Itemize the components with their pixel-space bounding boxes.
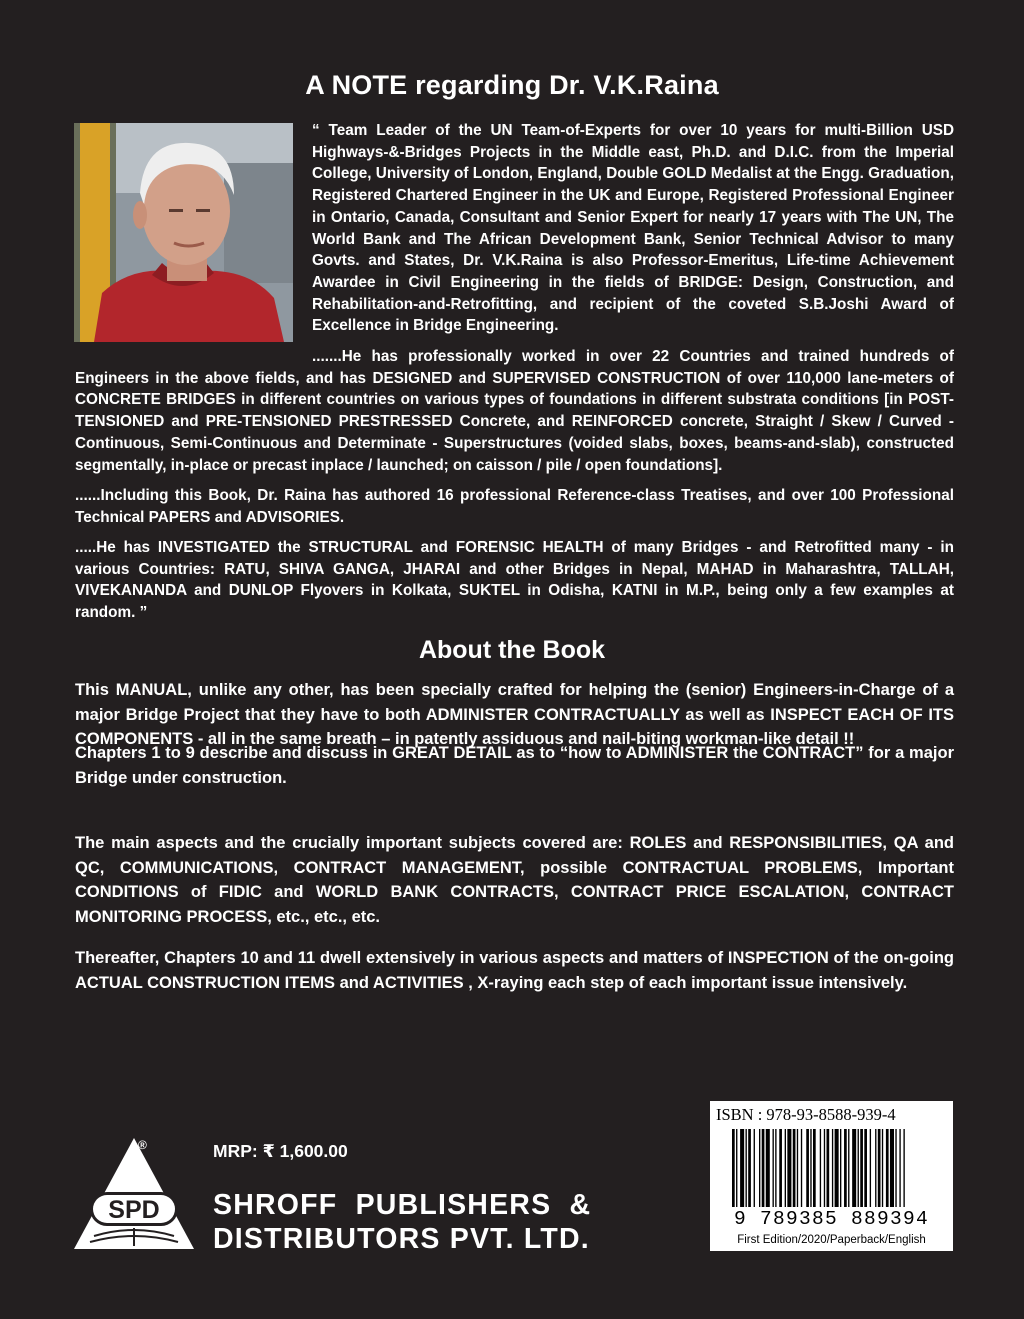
note-paragraph-investigations: .....He has INVESTIGATED the STRUCTURAL and FORENSIC HEALTH of many Bridges - and Retrofitted many - in various Countries: RATU, SHIVA GANGA, JHARAI and other Bridges in Nepal, MAHAD in Maharashtra, TALLAH, VIVEKANANDA and DUNLOP Flyovers in Kolkata, SUKTEL in Odisha, KATNI in M.P., being only a few examples at random. ” [75,539,954,622]
barcode-icon [710,1101,953,1211]
spd-logo [72,1136,196,1252]
isbn-barcode-block [710,1101,953,1251]
spd-logo-text: SPD [108,1196,160,1224]
author-photo [74,123,293,342]
spd-triangle-icon [72,1136,196,1252]
note-paragraph-experience: .......He has professionally worked in over 22 Countries and trained hundreds of Engineers in the above fields, and has DESIGNED and SUPERVISED CONSTRUCTION of over 110,000 lane-meters of CONCRETE BRIDGES in different countries on various types of foundations in different substrata conditions [in POST-TENSIONED and PRE-TENSIONED PRESTRESSED Concrete, and REINFORCED concrete, Straight / Skew / Curved - Continuous, Semi-Continuous and Determinate - Superstructures (voided slabs, boxes, beams-and-slab), constructed segmentally, in-place or precast inplace / launched; on caisson / pile / open foundations]. [75,348,954,474]
registered-mark: ® [138,1138,147,1152]
note-paragraph-publications: ......Including this Book, Dr. Raina has authored 16 professional Reference-class Treatises, and over 100 Professional Technical PAPERS and ADVISORIES. [75,487,954,526]
barcode-digits: 9 789385 889394 [733,1208,930,1230]
mrp-price: MRP: ₹ 1,600.00 [213,1141,348,1161]
about-title: About the Book [418,636,606,664]
note-title: A NOTE regarding Dr. V.K.Raina [305,70,719,100]
about-paragraph-chapters-1-9: Chapters 1 to 9 describe and discuss in GREAT DETAIL as to “how to ADMINISTER the CONTRACT” for a major Bridge under construction. [75,744,954,787]
edition-info: First Edition/2020/Paperback/English [737,1234,926,1246]
isbn-label: ISBN : 978-93-8588-939-4 [716,1105,896,1124]
author-portrait-image [74,123,293,342]
about-paragraph-subjects: The main aspects and the crucially important subjects covered are: ROLES and RESPONSIBILITIES, QA and QC, COMMUNICATIONS, CONTRACT MANAGEMENT, possible CONTRACTUAL PROBLEMS, Important CONDITIONS of FIDIC and WORLD BANK CONTRACTS, CONTRACT PRICE ESCALATION, CONTRACT MONITORING PROCESS, etc., etc., etc. [75,834,954,926]
publisher-name: SHROFF PUBLISHERS & DISTRIBUTORS PVT. LTD. [213,1189,592,1255]
about-paragraph-chapters-10-11: Thereafter, Chapters 10 and 11 dwell extensively in various aspects and matters of INSPECTION of the on-going ACTUAL CONSTRUCTION ITEMS and ACTIVITIES , X-raying each step of each important issue intensively. [75,949,954,992]
note-paragraph-credentials: “ Team Leader of the UN Team-of-Experts for over 10 years for multi-Billion USD Highways-&-Bridges Projects in the Middle east, Ph.D. and D.I.C. from the Imperial College, University of London, England, Double GOLD Medalist at the Engg. Graduation, Registered Chartered Engineer in the UK and Europe, Registered Professional Engineer in Ontario, Canada, Consultant and Senior Expert for nearly 17 years with The UN, The World Bank and The African Development Bank, Senior Technical Advisor to many Govts. and States, Dr. V.K.Raina is also Professor-Emeritus, Life-time Achievement Awardee in Civil Engineering in the fields of BRIDGE: Design, Construction, and Rehabilitation-and-Retrofitting, and recipient of the coveted S.B.Joshi Award of Excellence in Bridge Engineering. [312,122,954,335]
about-paragraph-purpose: This MANUAL, unlike any other, has been specially crafted for helping the (senior) Engineers-in-Charge of a major Bridge Project that they have to both ADMINISTER CONTRACTUALLY as well as INSPECT EACH OF ITS COMPONENTS - all in the same breath – in patently assiduous and nail-biting workman-like detail !! [75,681,954,748]
